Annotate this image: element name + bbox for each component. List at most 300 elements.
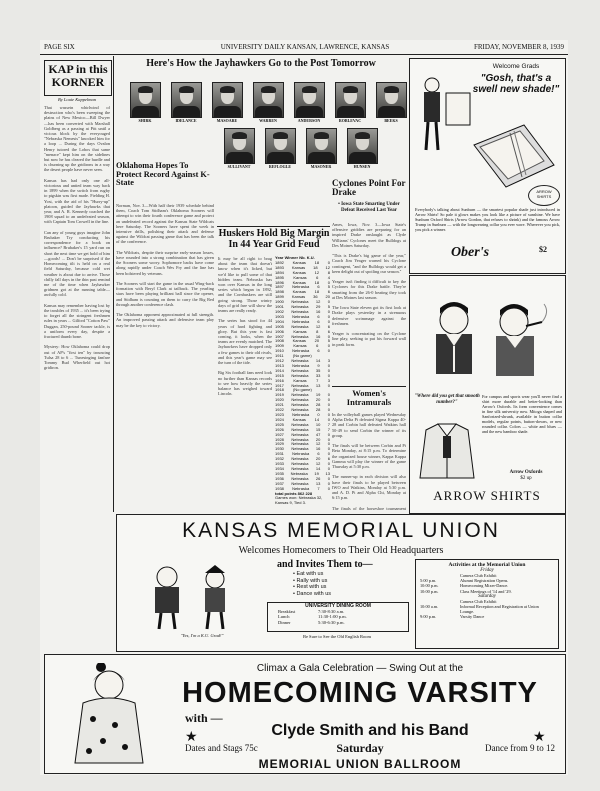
arrow-tag: ARROW SHIRTS	[528, 185, 560, 206]
table-cell: Kansas	[292, 279, 306, 285]
series-rows	[275, 261, 330, 492]
table-cell: 1934	[275, 465, 284, 471]
table-cell: 6	[317, 318, 320, 324]
table-cell: 0	[327, 333, 330, 339]
kap-korner-header	[44, 60, 112, 96]
table-cell: Nebraska	[291, 426, 309, 432]
table-cell: 1907	[275, 333, 284, 339]
player-photo	[224, 128, 255, 164]
table-cell: 13	[315, 382, 321, 388]
table-cell: 1923	[275, 412, 284, 417]
player-photo	[212, 82, 243, 118]
table-cell: Kansas	[291, 264, 306, 270]
schedule-row	[278, 620, 398, 625]
table-cell: 0	[327, 451, 330, 457]
paper-name: UNIVERSITY DAILY KANSAN, LAWRENCE, KANSAS	[220, 43, 390, 51]
player-photo	[347, 128, 378, 164]
table-cell: Nebraska	[292, 485, 310, 491]
table-cell: Kansas	[293, 274, 307, 280]
table-cell: 0	[327, 382, 330, 388]
table-cell: 20	[315, 456, 321, 462]
meal-times	[268, 609, 408, 625]
table-cell: 1897	[275, 284, 284, 290]
table-cell: 15	[315, 426, 321, 432]
table-cell: 9	[317, 362, 320, 368]
player-name: HUNSEN	[353, 164, 371, 169]
table-cell: 1918	[275, 387, 284, 393]
table-cell: 13	[315, 480, 321, 486]
dancer-illustration	[63, 663, 155, 767]
table-cell: Nebraska	[291, 431, 309, 437]
table-cell: Nebraska	[291, 299, 309, 305]
table-cell: 1928	[275, 436, 284, 442]
schedule-event: 7:30-8:30 a.m.	[318, 609, 345, 614]
table-cell: 3	[327, 377, 330, 383]
table-cell: 36	[313, 294, 318, 300]
table-cell: Nebraska	[291, 446, 309, 452]
table-cell: Nebraska	[291, 407, 309, 413]
oklahoma-headline: Oklahoma Hopes To Protect Record Against K-State	[116, 161, 210, 188]
table-cell: Nebraska	[292, 318, 310, 324]
welcome-grads: Welcome Grads	[492, 63, 540, 70]
table-cell: 1902	[275, 308, 284, 314]
with-line: with —	[185, 711, 223, 725]
table-cell: 1922	[275, 407, 284, 413]
table-cell: 1909	[275, 343, 284, 349]
table-cell: 1927	[275, 431, 284, 437]
table-cell: 0	[327, 485, 330, 491]
table-cell: Nebraska	[291, 333, 309, 339]
table-cell: Nebraska	[292, 313, 310, 319]
series-table-header: Year Winner Nb. K.U.	[275, 255, 315, 260]
table-cell: 1921	[275, 402, 284, 408]
schedule-event: 11:30-1:00 p.m.	[318, 614, 347, 620]
table-cell: Nebraska	[291, 480, 309, 486]
table-cell: 8	[327, 269, 330, 275]
table-cell: 6	[316, 343, 319, 349]
table-cell: 0	[327, 416, 330, 422]
huskers-top-rule	[217, 226, 330, 227]
table-cell: 1919	[275, 392, 284, 398]
kap-korner-body: That wassein whirlwind of destruction who's been sweeping the plains of New Mexico—Bill Dwyer—has been converted with Marshall Goldberg as a passing at Pitt until a vicious block by the everyouged "Nebraska Nemesis" knocked him for a loop ... During the days Ovalon Henry tutored the Lobos that same "menace" kept him on the sidelines but now he has cleared the hurdle and is churning up the gridirons in a way the desert people have never seen. Kansas has had only one all-victorious and untied team way back in 1899 when the switch from rugby to pigskin was first made. Fielding H. Yost, with the aid of his "Hurry-up" platoon, guided the Jayhawks that year, and A. R. Kennedy coached the 1908 squad to an undefeated season, with Captain Tom Crowell in the line. Can any of young guys imagine John Brubaker Try conducting his correspondence for a book on influence? Brubaker's 15 yard run on short the next time we get hold of him—goods! ... Don't be surprised if the Homecoming tilt is held on a real field Saturday, because cold wet weather is about due to arrive. Those chilly fall days in the thin past remind me of the time when Jayhawker gridmen got at the running table—awfully cold. Kansas may remember having lost by the troubles of 1935 ... it's been trying to forget all the stringent freshmen rules in years ... Gilford "Cotton Paw" Duggan, 250-pound Sooner tackle, is a uniform every day, despite a fractured thumb bone. Mystery: How Oklahoma could drop out of AP's "first ten" by trouncing Tulsa 28 to 6 ... Tunesinging fanfare Tommy Bud Wherfield out hot gridiron.	[44, 105, 110, 371]
player-photo	[130, 82, 161, 118]
table-cell: Kansas	[292, 338, 306, 344]
table-cell: 16	[315, 308, 321, 314]
table-cell: Nebraska	[291, 367, 309, 373]
list-item: • Dance with us	[293, 590, 331, 597]
schedule-event: Camera Club Exhibit	[460, 573, 497, 578]
table-cell: 6	[327, 456, 330, 462]
table-cell: Nebraska	[292, 451, 310, 457]
table-cell: 8	[316, 328, 319, 334]
table-cell: Nebraska	[291, 308, 309, 314]
table-cell: 6	[327, 328, 330, 334]
union-invites: and Invites Them to—	[277, 559, 373, 570]
star-icon-left: ★	[185, 730, 198, 745]
issue-date: FRIDAY, NOVEMBER 8, 1939	[473, 43, 564, 51]
table-cell: 47	[315, 431, 321, 437]
table-cell: 1931	[275, 451, 284, 457]
event-day: Saturday	[336, 741, 384, 755]
table-cell: 1936	[275, 475, 284, 481]
table-cell: 0	[327, 431, 330, 437]
table-cell: 1916	[275, 377, 284, 383]
band-name: Clyde Smith and his Band	[271, 722, 469, 739]
player-photo	[376, 82, 407, 118]
table-cell: 13	[325, 470, 330, 476]
table-cell: 29	[315, 304, 321, 310]
schedule-row	[420, 604, 554, 614]
table-cell: 1932	[275, 456, 284, 462]
table-cell: 7	[327, 426, 330, 432]
table-cell: 1906	[275, 328, 284, 334]
table-cell: 0	[327, 480, 330, 486]
table-cell: Nebraska	[291, 323, 309, 329]
table-cell: 0	[327, 372, 330, 378]
table-cell: Kansas	[293, 377, 307, 383]
table-cell: 10	[315, 421, 321, 427]
player-name: SULLIVANT	[227, 164, 251, 169]
player-name: MASOARE	[216, 118, 238, 123]
schedule-time: 5:00 p.m.	[420, 578, 437, 584]
table-cell: 5	[327, 304, 330, 310]
schedule-event: Alumni Registration Opens.	[460, 578, 509, 584]
table-cell: 0	[327, 367, 330, 373]
schedule-time: 9:00 p.m.	[420, 614, 437, 620]
shirt-illustration	[416, 422, 478, 482]
schedule-time: Dinner	[278, 619, 291, 625]
table-cell: 1933	[275, 461, 284, 467]
table-cell: 0	[317, 412, 320, 417]
cartoon-caption: "Yes, I'm a K.U. Grad!"	[180, 633, 224, 638]
table-cell: Nebraska	[291, 397, 309, 403]
table-cell: Nebraska	[292, 362, 310, 368]
table-cell: 5	[327, 284, 330, 290]
table-cell: 18	[314, 279, 320, 285]
table-cell: 12	[315, 299, 321, 305]
oklahoma-body: Norman, Nov. 3—With half their 1939 schedule behind them, Coach Tom Stidham's Oklahoma Sooners will attempt to win their fourth conference game and protect an undefeated record against the Kansas State Wildcats here Saturday. The Sooners have spent the week in intensive drills, polishing their attack and defense against the Wildcat passing game that has been the talk of the conference. The Wildcats, despite their surprise early-season losses, have rounded into a strong combination that has given the Sooners some worry. Sophomore backs have come along rapidly under Coach Wes Fry and the line has been bolstered by veterans. The Sooners will start the game in the usual Wing-back formation with Beryl Clark at tailback. The yearling stars have been playing brilliant ball since the opener, and Stidham is counting on them to carry the Big Red through another conference clash. The Oklahoma opponent approximated at full strength. An improved passing attack and defensive team play may be the key to victory.	[116, 203, 214, 328]
table-cell: 12	[325, 264, 330, 270]
series-table-total: total points 862 228	[275, 490, 313, 496]
friday-label: Friday	[480, 568, 494, 573]
table-cell: 6	[327, 289, 330, 295]
table-cell: 26	[315, 475, 321, 481]
table-cell: Nebraska	[291, 402, 309, 408]
column-title-line2: KORNER	[51, 74, 105, 89]
table-cell: 1912	[275, 358, 284, 364]
homecoming-title: HOMECOMING VARSITY	[182, 677, 538, 709]
portraits-headline: Here's How the Jayhawkers Go to the Post Tomorrow	[146, 58, 376, 69]
table-cell: 0	[327, 446, 330, 452]
table-cell: 1929	[275, 441, 284, 447]
table-cell: 7	[327, 421, 330, 427]
table-cell: 0	[327, 279, 330, 285]
table-cell: 12	[314, 269, 320, 275]
table-cell: Nebraska	[291, 372, 309, 378]
cyclones-headline: Cyclones Point For Drake	[332, 178, 406, 198]
climax-line: Climax a Gala Celebration — Swing Out at the	[256, 663, 464, 674]
table-cell: 6	[317, 451, 320, 457]
series-table	[275, 256, 330, 506]
table-cell: 35	[315, 367, 321, 373]
arrow-shirts-footer: ARROW SHIRTS	[433, 488, 541, 503]
table-cell: 28	[315, 402, 321, 408]
list-item: • Rally with us	[293, 577, 328, 584]
table-cell: 1926	[275, 426, 284, 432]
table-cell: 0	[327, 397, 330, 403]
table-cell: 6	[317, 348, 320, 354]
table-cell: Nebraska	[291, 421, 309, 427]
saturday-schedule	[416, 599, 558, 620]
table-cell: 1935	[275, 470, 284, 476]
player-name: ANDERSON	[297, 118, 321, 123]
union-ad	[116, 514, 566, 652]
table-cell: 1904	[275, 318, 284, 324]
player-name: MASONER	[310, 164, 332, 169]
table-cell: 1920	[275, 397, 284, 403]
schedule-time: 10:00 p.m.	[420, 583, 439, 589]
table-cell: (No game)	[292, 387, 312, 393]
table-cell: 0	[327, 362, 330, 368]
arrow-ad-illustration	[414, 65, 564, 197]
table-cell: 1903	[275, 313, 284, 319]
list-item: • Rest with us	[293, 584, 327, 590]
table-cell: 1893	[275, 264, 284, 270]
dining-room-box	[267, 602, 409, 632]
schedule-event: Homecoming Mixer-Dance.	[460, 583, 509, 589]
table-cell: 14	[314, 416, 320, 422]
table-cell: Nebraska	[291, 465, 309, 471]
player-name: WARREN	[259, 118, 277, 123]
table-cell: 4	[327, 274, 330, 280]
table-cell: Nebraska	[291, 358, 309, 364]
table-cell: 1913	[275, 362, 284, 368]
column-byline: By Louie Kappelman	[58, 97, 96, 102]
schedule-time: Breakfast	[278, 609, 296, 614]
grads-cartoon	[137, 563, 247, 631]
ticket-prices: Dates and Stags 75c	[185, 743, 258, 753]
table-cell: (No game)	[292, 353, 312, 359]
union-title: KANSAS MEMORIAL UNION	[182, 519, 500, 542]
homecoming-ad	[44, 654, 566, 774]
table-cell: 7	[317, 485, 320, 491]
dining-title: UNIVERSITY DINING ROOM	[305, 603, 371, 609]
ad-copy-bottom: For campus and sports wear you'll never find a shirt more durable and better-looking than Arrow's Oxfords. Its form convenience comes in fine silk university now. Mitoga shaped and Sanforized-shrunk, available in button collar models, regular points, button-downs, or new rounded collar. Colors — white and blues — and the new bamboo shade.	[482, 394, 562, 434]
table-cell: 0	[327, 465, 330, 471]
table-cell: 0	[327, 407, 330, 413]
old-english-note: Be Sure to See the Old English Room	[302, 634, 372, 639]
table-cell: 1901	[275, 304, 284, 310]
table-cell: 0	[327, 318, 330, 324]
table-cell: 1925	[275, 421, 284, 427]
table-cell: 14	[315, 465, 321, 471]
newspaper-page	[40, 40, 568, 775]
page-number: PAGE SIX	[44, 43, 75, 51]
table-cell: Nebraska	[291, 475, 309, 481]
player-name: BEEKS	[384, 118, 398, 123]
store-logo: Ober's	[450, 245, 490, 260]
table-cell: 12	[315, 461, 321, 467]
womens-top-rule	[332, 386, 406, 387]
player-photo	[335, 82, 366, 118]
table-cell: 1895	[275, 274, 284, 280]
player-photo	[171, 82, 202, 118]
schedule-time: 10:00 a.m.	[420, 604, 439, 610]
table-cell: 0	[327, 461, 330, 467]
schedule-row	[420, 614, 554, 619]
table-cell: 16	[315, 446, 321, 452]
table-cell: 0	[327, 348, 330, 354]
ad-quote: "Gosh, that's a swell new shade!"	[472, 73, 560, 95]
table-cell: 20	[325, 294, 330, 300]
player-photo	[265, 128, 296, 164]
player-photo	[306, 128, 337, 164]
schedule-event: Informal Reception and Registration at Union Lounge.	[459, 604, 539, 615]
table-cell: 5	[327, 338, 330, 344]
table-cell: 1938	[275, 485, 284, 491]
table-cell: Nebraska	[291, 441, 309, 447]
table-cell: Nebraska	[292, 284, 310, 290]
table-cell: 1898	[275, 289, 284, 295]
table-cell: 28	[315, 407, 321, 413]
player-name: IDELANCE	[175, 118, 197, 123]
table-cell: Nebraska	[291, 304, 309, 310]
womens-headline: Women's Intramurals	[346, 388, 392, 407]
table-cell: 0	[327, 343, 330, 349]
womens-body: In the volleyball games played Wednesday Alpha Delta Pi defeated Sigma Kappa 40-28 and Corbin hall defeated Watkins hall 50-49 to send Corbin the winner of its group. The finals will be between Corbin and Pi Beta Monday, at 8:15 p.m. To determine the organized house winner, Kappa Kappa Gamma will play the winner of the game Thursday at 5:30 p.m. The runner-up in each division will also have their finals to be played between IWO and Watkins, Monday at 5:30 p.m. and A. D. Pi and Alpha Chi, Monday at 6:15 p.m. The finals of the horseshoe tournament	[332, 412, 406, 510]
table-cell: 18	[314, 259, 320, 265]
table-cell: Nebraska	[291, 436, 309, 442]
arrow-ad-top	[409, 58, 566, 274]
schedule-event: Varsity Dance	[460, 614, 485, 620]
table-cell: 12	[315, 323, 321, 329]
schedule-event: Class Meetings of '14 and '29.	[460, 588, 512, 594]
table-cell: Kansas	[293, 328, 307, 334]
table-cell: Kansas	[292, 269, 306, 275]
table-cell: 6	[316, 274, 319, 280]
table-cell: 0	[327, 475, 330, 481]
table-cell: 1937	[275, 480, 284, 486]
table-cell: Nebraska	[291, 456, 309, 462]
table-cell: Kansas	[293, 343, 307, 349]
dance-hours: Dance from 9 to 12	[485, 743, 555, 753]
table-cell: 1910	[275, 348, 284, 354]
schedule-event: Camera Club Exhibit	[460, 598, 497, 604]
table-cell: 18	[314, 289, 320, 295]
table-cell: 0	[327, 412, 330, 417]
table-cell: 1908	[275, 338, 284, 344]
schedule-event: 5:30-6:30 p.m.	[318, 619, 345, 625]
table-cell: Kansas	[291, 294, 306, 300]
table-cell: 1924	[275, 416, 284, 422]
table-cell: Nebraska	[291, 392, 309, 398]
table-cell: 1896	[275, 279, 284, 285]
table-cell: 3	[327, 358, 330, 364]
table-cell: Nebraska	[291, 461, 309, 467]
list-item: • Eat with us	[293, 571, 324, 577]
table-cell: 1900	[275, 299, 284, 305]
table-cell: Nebraska	[292, 412, 310, 417]
table-cell: 33	[315, 372, 321, 378]
column-rule	[113, 56, 114, 512]
table-cell: 1911	[275, 353, 284, 359]
table-cell: Kansas	[292, 416, 306, 422]
table-cell: 0	[327, 402, 330, 408]
table-cell: 6	[317, 284, 320, 290]
table-cell: 1894	[275, 269, 284, 275]
table-cell: 0	[327, 308, 330, 314]
table-cell: 12	[315, 441, 321, 447]
schedule-time: 10:00 p.m.	[420, 588, 439, 594]
table-cell: 20	[315, 397, 321, 403]
union-bullet-list	[293, 571, 383, 597]
player-photo	[253, 82, 284, 118]
product-price: $2 up	[520, 476, 532, 481]
table-cell: Kansas	[292, 259, 306, 265]
table-cell: 6	[317, 313, 320, 319]
player-name: ROBLEVAC	[338, 118, 362, 123]
table-cell: 1915	[275, 372, 284, 378]
cyclones-body: Ames, Iowa, Nov. 3—Iowa State's offensive griddies are preparing for an inspired Drake onslaught as Clyde Williams' Cyclones meet the Bulldogs at Des Moines Saturday. "This is Drake's big game of the year," Coach Jim Yeager warned his Cyclone contingent, "and the Bulldogs would get a keen delight out of spoiling our season." Yeager isn't finding it difficult to key the Cyclones for this Drake battle. They're smarting from the 26-0 beating they took at Des Moines last season. The Iowa State eleven got its first look at Drake plays yesterday in a strenuous defensive scrimmage against the freshmen. Yeager is concentrating on the Cyclone line play, seeking to put his forward wall in peak form.	[332, 222, 406, 347]
table-cell: Nebraska	[291, 382, 309, 388]
activities-title: Activities at the Memorial Union	[448, 562, 526, 568]
table-cell: 1892	[275, 259, 284, 265]
table-cell: 18	[313, 264, 318, 270]
table-cell: 1905	[275, 323, 284, 329]
table-cell: 0	[327, 392, 330, 398]
smoking-men-illustration	[414, 282, 562, 392]
table-cell: Nebraska	[290, 470, 308, 476]
table-cell: 1930	[275, 446, 284, 452]
table-cell: 16	[315, 333, 321, 339]
schedule-time: Lunch	[278, 614, 290, 620]
table-cell: 19	[315, 392, 321, 398]
table-cell: 20	[314, 338, 320, 344]
table-cell: 1917	[275, 382, 284, 388]
table-cell: 1914	[275, 367, 284, 373]
huskers-body: It may be all right to brag about the team that doesn't know when it's licked, but we'd like to pull some of that hidden team. Nebraska has won over Kansas in the long series which began in 1892, and the Cornhuskers are still going strong. Those wintry days of grid fare will show the teams are really ready. The series has stood for 44 years of hard fighting and glory. But this year is fast coming, it looks, when the teams are evenly matched. The Jayhawkers have dropped only a few games to their old rivals, and this year's game may see the turn of the tide. Big Six football fans need look no further than Kansas records to see how heavily the series balance has weighed toward Lincoln.	[218, 256, 272, 397]
table-cell: 0	[327, 436, 330, 442]
table-cell: Kansas	[292, 289, 306, 295]
arrow-ad-bottom	[409, 275, 566, 514]
masthead	[40, 40, 568, 55]
column-title-line1: KAP in this	[48, 62, 108, 76]
table-cell: 0	[327, 259, 330, 265]
ad-price: $2	[539, 245, 547, 254]
product-name: Arrow Oxfords	[509, 470, 543, 475]
table-cell: 19	[314, 470, 319, 476]
series-table-note: Games won: Nebraska 32, Kansas 9, Tied 3.	[275, 495, 323, 506]
activities-box	[415, 559, 559, 649]
ad-question: "Where did you get that smooth number?"	[414, 394, 480, 405]
ad-copy: Everybody's talking about Sunburn — the smartest popular shade just introduced in Arrow Shirts! So pale it glows makes you look like a picture of sunshine. We have Sunburn Oxford Shirts (Arrow Gordon, that refuses to shrink) and the famous Arrow Trump in Sunburn — with the longwearing collar you ever wore. Wherever you pick, you pick a winner.	[415, 207, 560, 232]
venue: MEMORIAL UNION BALLROOM	[258, 757, 462, 771]
player-name: SHIRK	[138, 118, 152, 123]
player-name: REFLOGLE	[268, 164, 292, 169]
table-cell: 20	[315, 436, 321, 442]
player-photo	[294, 82, 325, 118]
table-cell: 6	[327, 323, 330, 329]
table-cell: 7	[316, 377, 319, 383]
huskers-headline: Huskers Hold Big Margin In 44 Year Grid Feud	[218, 228, 330, 250]
table-cell: 1899	[275, 294, 284, 300]
table-cell: 0	[327, 299, 330, 305]
table-cell: 0	[327, 441, 330, 447]
table-cell: 14	[315, 358, 321, 364]
table-cell: Nebraska	[292, 348, 310, 354]
star-icon-right: ★	[533, 730, 546, 745]
saturday-label: Saturday	[478, 593, 496, 599]
